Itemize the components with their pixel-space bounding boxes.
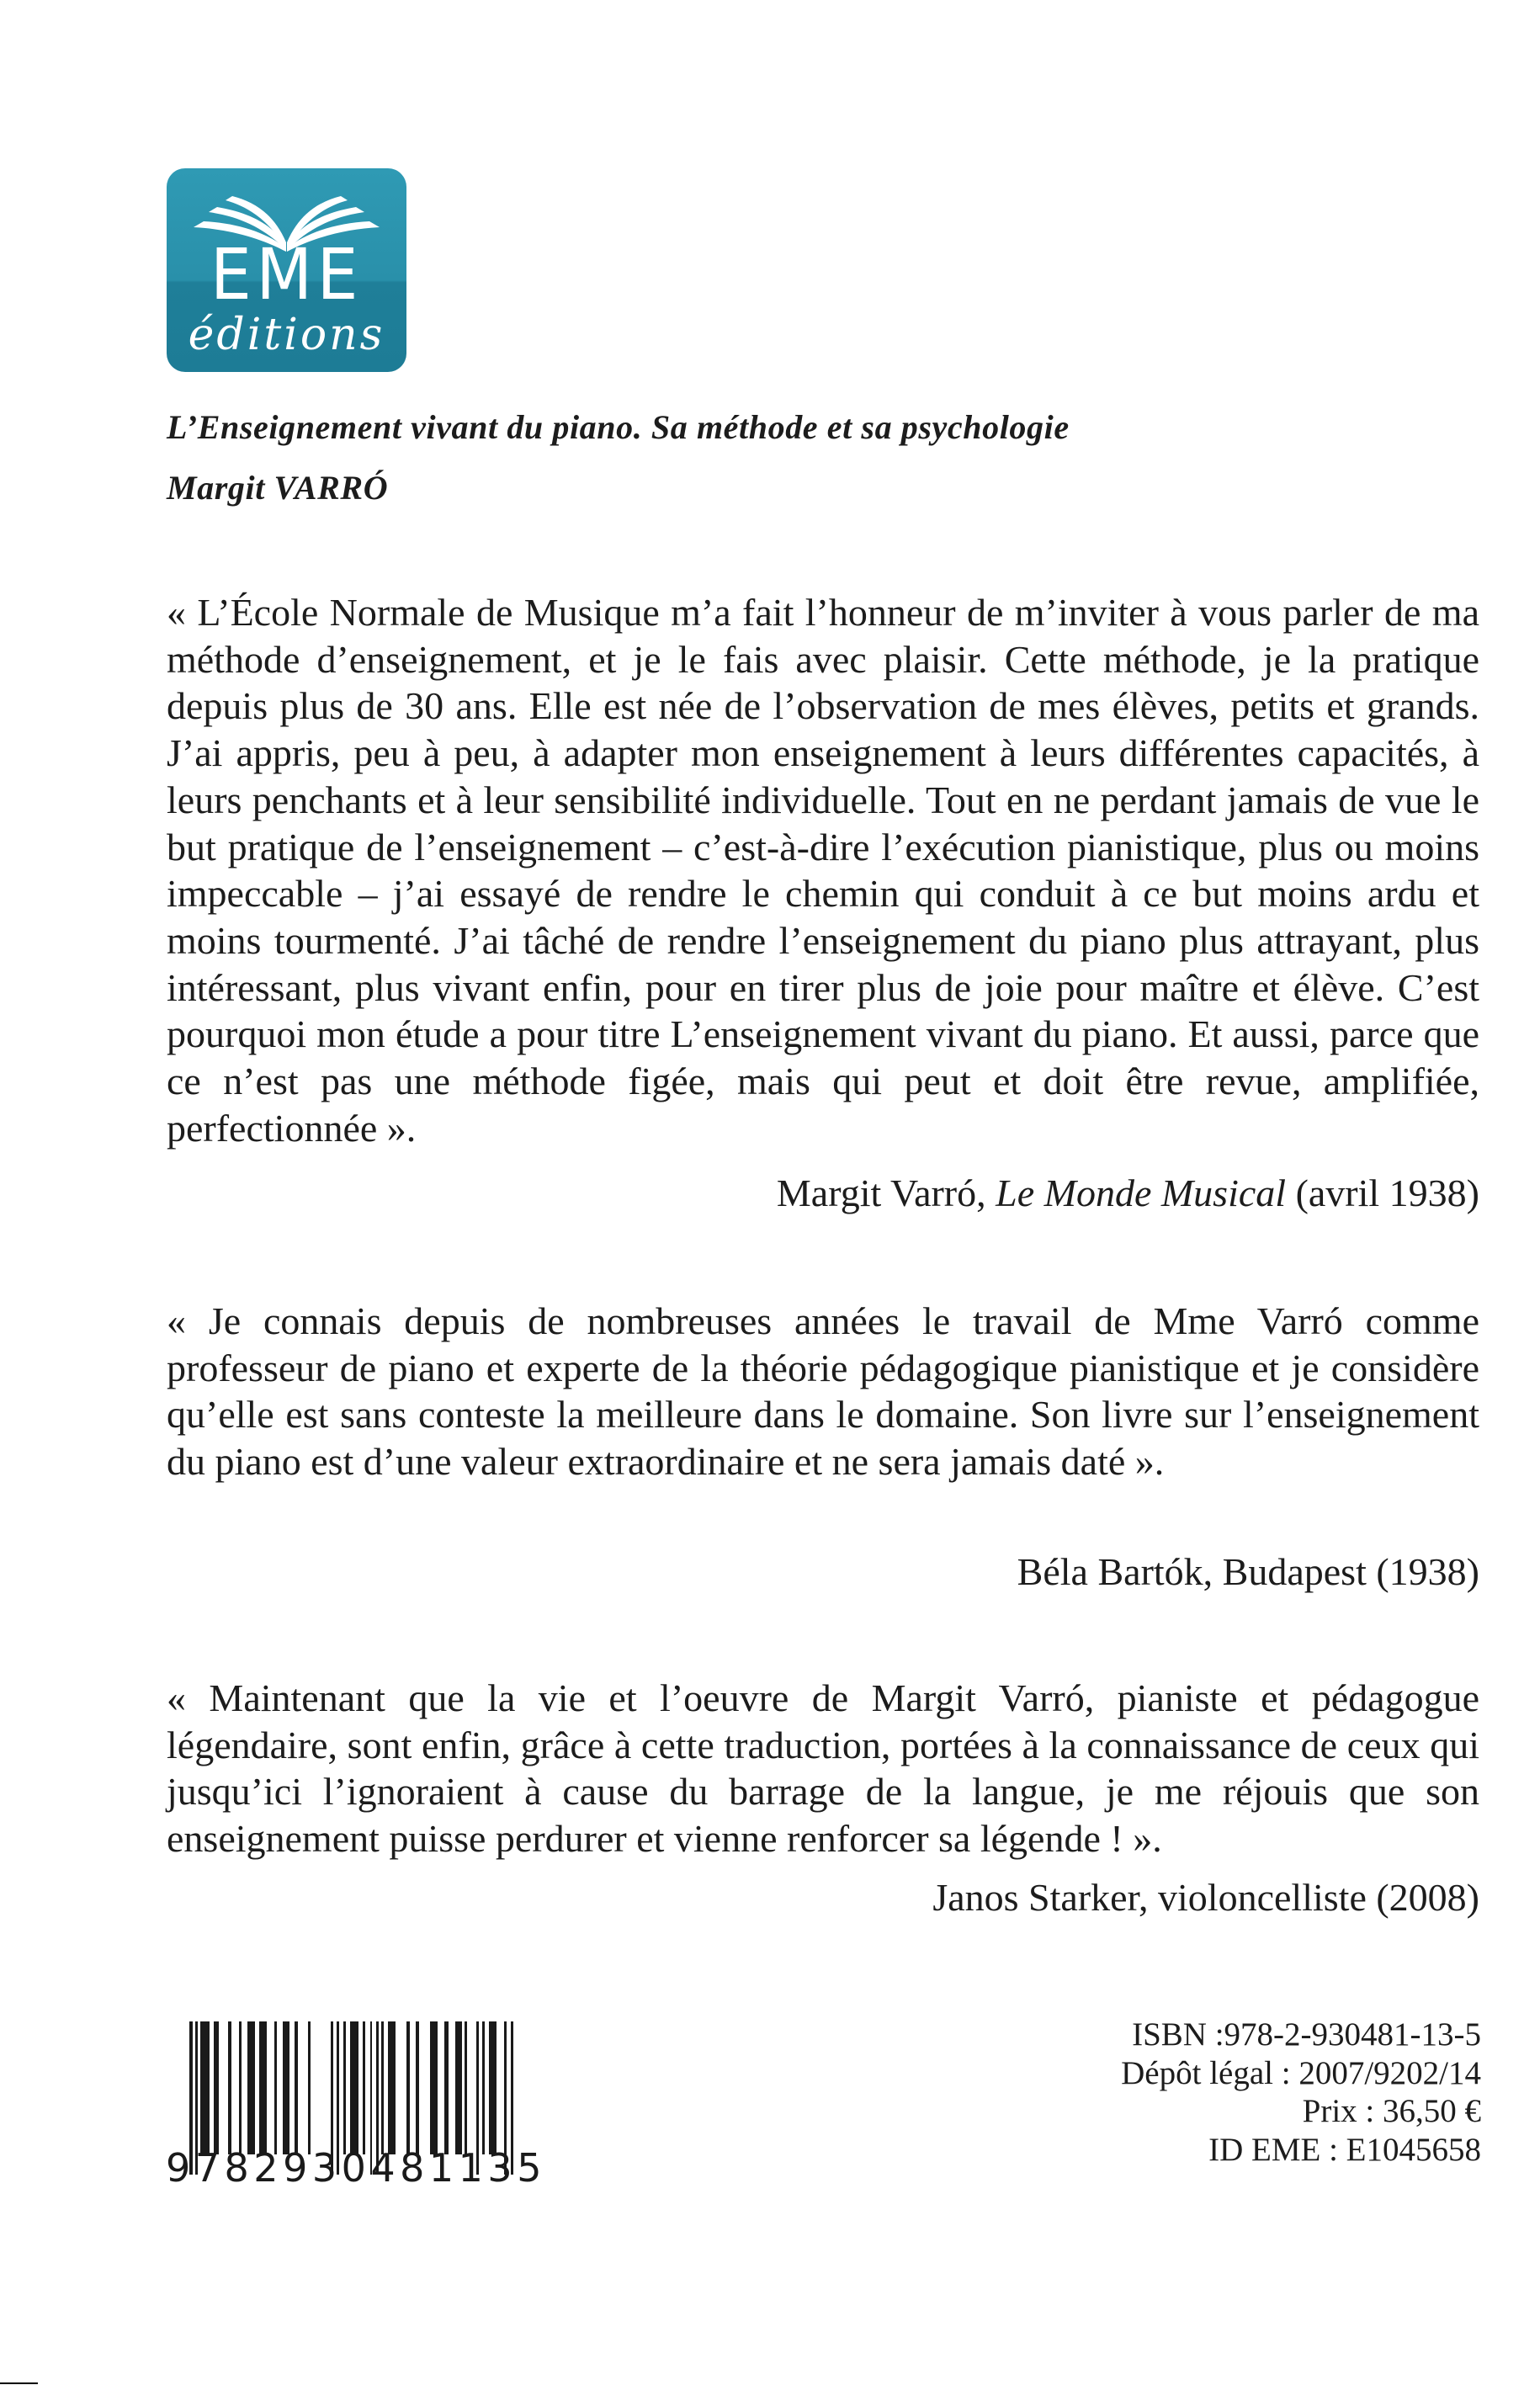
quote-starker: « Maintenant que la vie et l’oeuvre de Margit Varró, pianiste et pédagogue légendaire, sont enfin, grâce à cette traduction, portées à la connaissance de ceux qui jusqu’ici l’ignoraient à cause du barrage de la langue, je me réjouis que son enseignement puisse perdurer et vienne renforcer sa légende ! ». <box>167 1676 1479 1861</box>
barcode-bar <box>283 2021 290 2154</box>
quote-bartok: « Je connais depuis de nombreuses années le travail de Mme Varró comme professeur de piano et experte de la théorie pédagogique pianistique et je considère qu’elle est sans conteste la meilleure dans le domaine. Son livre sur l’enseignement du piano est d’une valeur extraordinaire et ne sera jamais daté ». <box>167 1299 1479 1484</box>
barcode-bar <box>465 2021 467 2154</box>
crop-mark <box>0 2382 38 2384</box>
barcode-digits: 9782930481135 <box>166 2145 546 2191</box>
barcode-bar <box>482 2021 486 2154</box>
barcode-bar <box>350 2021 359 2154</box>
barcode-bar <box>363 2021 365 2154</box>
book-author: Margit VARRÓ <box>167 469 389 507</box>
attribution-source: Le Monde Musical <box>996 1171 1287 1214</box>
isbn-number: ISBN :978-2-930481-13-5 <box>1132 2016 1481 2053</box>
barcode-bar <box>416 2021 419 2154</box>
price-label: Prix : <box>1302 2093 1375 2129</box>
quote-starker-attribution: Janos Starker, violoncelliste (2008) <box>932 1876 1479 1919</box>
barcode-bar <box>455 2021 461 2154</box>
barcode-bar <box>381 2021 384 2154</box>
barcode-bar <box>388 2021 396 2154</box>
attribution-date: (avril 1938) <box>1295 1171 1479 1214</box>
isbn-barcode <box>166 2021 546 2191</box>
quote-varro-attribution <box>777 1170 1479 1217</box>
barcode-bar <box>200 2021 210 2154</box>
logo-subtitle-text: éditions <box>188 310 385 360</box>
barcode-bar <box>343 2021 347 2154</box>
barcode-bar <box>295 2021 298 2154</box>
eme-id: ID EME : E1045658 <box>1208 2131 1481 2168</box>
publication-info <box>1121 2016 1481 2169</box>
price-value: 36,50 € <box>1383 2093 1481 2129</box>
price <box>1121 2092 1481 2131</box>
depot-legal: Dépôt légal : 2007/9202/14 <box>1121 2054 1481 2091</box>
barcode-bar <box>214 2021 218 2154</box>
barcode-bar <box>274 2021 278 2154</box>
attribution-author: Margit Varró, <box>776 1171 986 1214</box>
barcode-bar <box>489 2021 497 2154</box>
book-title-block <box>167 397 1070 518</box>
logo-brand-text: EME <box>210 233 363 316</box>
barcode-bar <box>406 2021 410 2154</box>
barcode-bar <box>228 2021 231 2154</box>
book-title: L’Enseignement vivant du piano. Sa méthode et sa psychologie <box>167 408 1070 446</box>
barcode-bar <box>444 2021 449 2154</box>
publisher-logo <box>167 168 406 372</box>
quote-varro: « L’École Normale de Musique m’a fait l’honneur de m’inviter à vous parler de ma méthode d’enseignement, et je le fais avec plaisir. Cette méthode, je la pratique depuis plus de 30 ans. Elle est née de l’observation de mes élèves, petits et grands. J’ai appris, peu à peu, à adapter mon enseignement à leurs différentes capacités, à leurs penchants et à leur sensibilité individuelle. Tout en ne perdant jamais de vue le but pratique de l’enseignement – c’est-à-dire l’exécution pianistique, plus ou moins impeccable – j’ai essayé de rendre le chemin qui conduit à ce but moins ardu et moins tourmenté. J’ai tâché de rendre l’enseignement du piano plus attrayant, plus intéressant, plus vivant enfin, pour en tirer plus de joie pour maître et élève. C’est pourquoi mon étude a pour titre L’enseignement vivant du piano. Et aussi, parce que ce n’est pas une méthode figée, mais qui peut et doit être revue, amplifiée, perfectionnée ». <box>167 591 1479 1150</box>
barcode-bar <box>308 2021 311 2154</box>
quote-bartok-attribution: Béla Bartók, Budapest (1938) <box>1017 1550 1479 1593</box>
barcode-bar <box>247 2021 255 2154</box>
barcode-bar <box>430 2021 438 2154</box>
barcode-bar <box>259 2021 267 2154</box>
barcode-bar <box>239 2021 242 2154</box>
